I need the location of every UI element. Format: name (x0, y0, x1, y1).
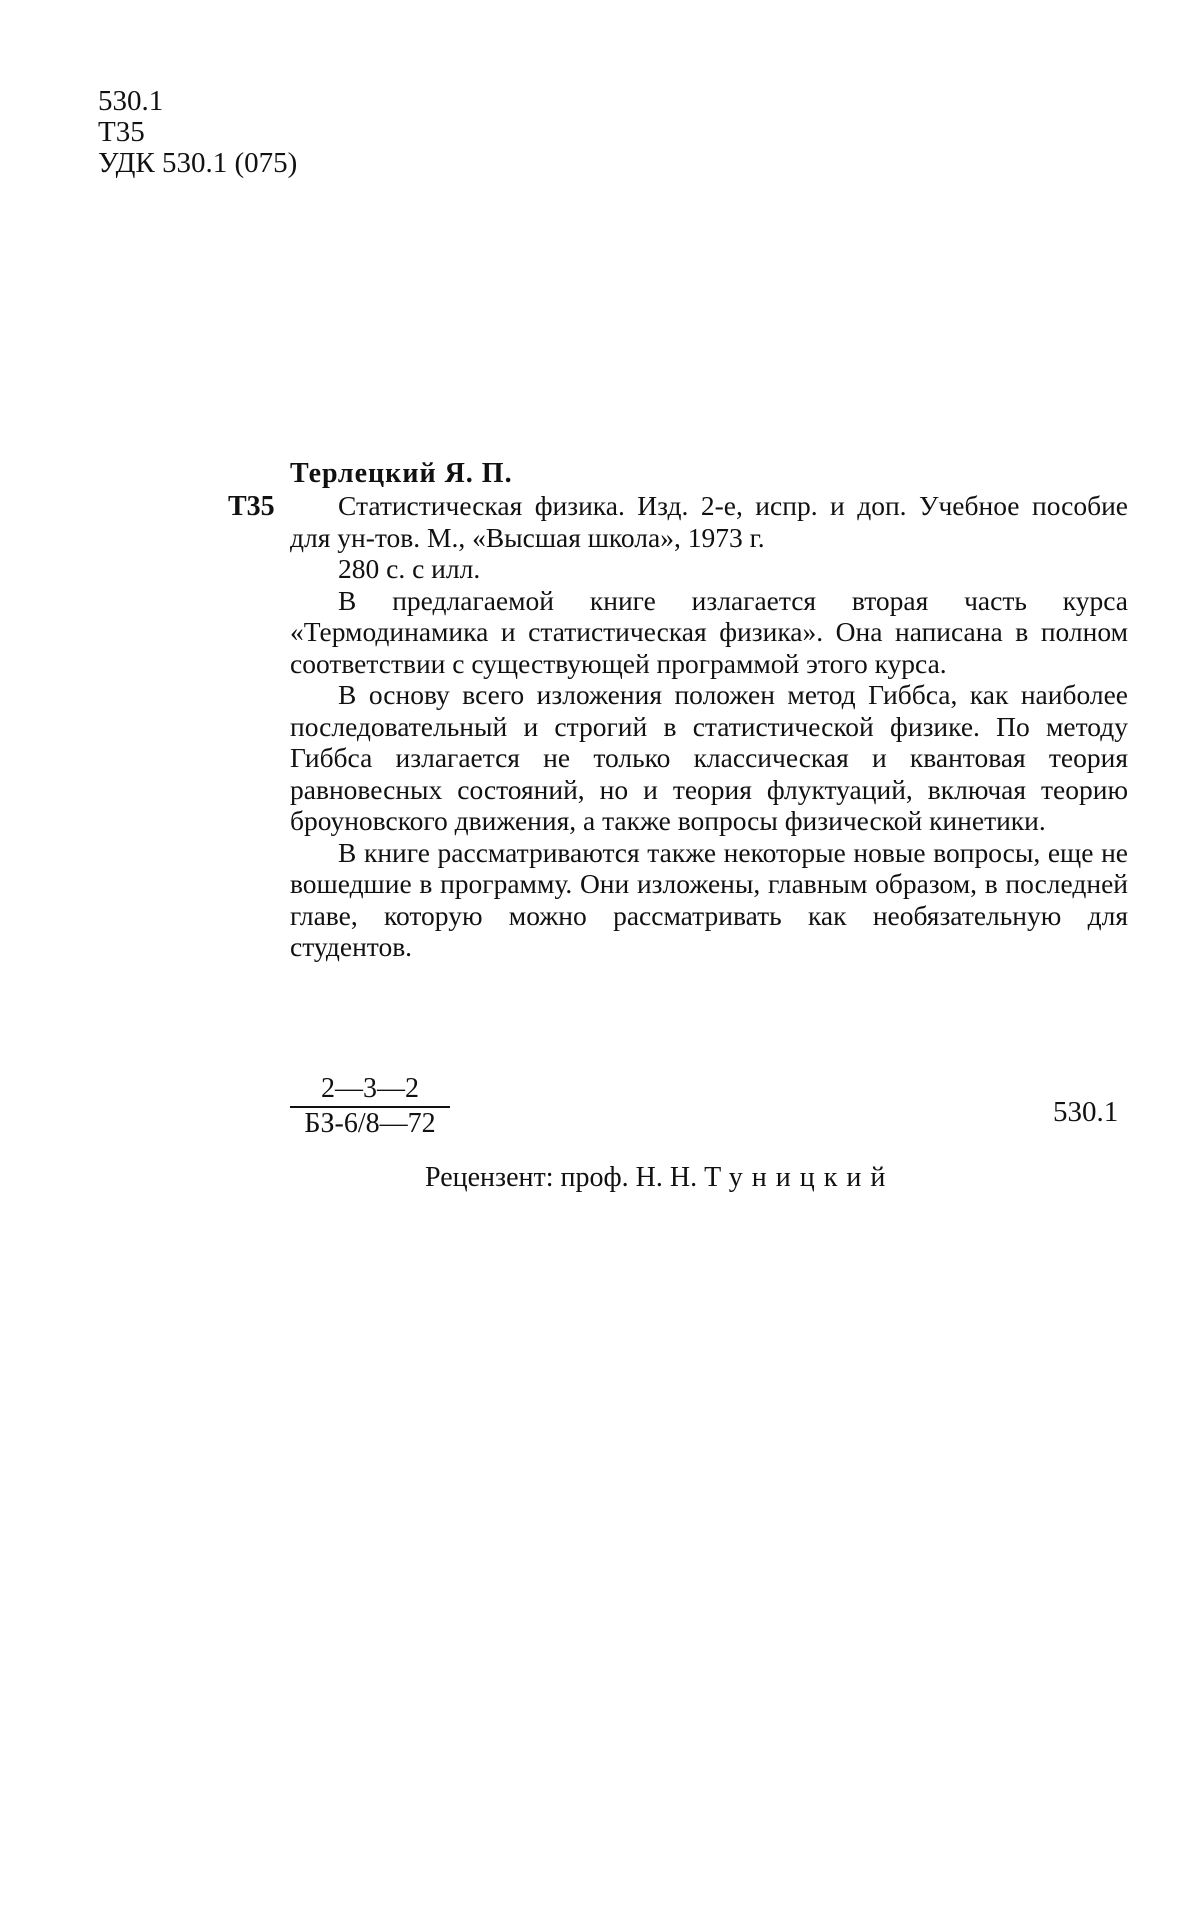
card-bibliographic-entry: Статистическая физика. Изд. 2-е, испр. и доп. Учебное пособие для ун-тов. М., «Высшая школа», 1973 г. (290, 490, 1128, 553)
reviewer-prefix: Рецензент: проф. Н. Н. (425, 1162, 698, 1193)
classification-code-right: 530.1 (1053, 1096, 1119, 1128)
publisher-code-numerator: 2—3—2 (290, 1074, 450, 1108)
publisher-code-denominator: БЗ-6/8—72 (304, 1108, 436, 1139)
card-annotation-paragraph: В предлагаемой книге излагается вторая часть курса «Термодинамика и статистическая физика». Она написана в полном соответствии с существующей программой этого курса. (290, 584, 1128, 679)
card-author: Терлецкий Я. П. (290, 458, 513, 489)
card-pages: 280 с. с илл. (338, 553, 481, 584)
card-annotation-paragraph: В основу всего изложения положен метод Гиббса, как наиболее последовательный и строгий в статистической физике. По методу Гиббса излагается не только классическая и квантовая теория равновесных состояний, но и теория флуктуаций, включая теорию броуновского движения, а также вопросы физической кинетики. (290, 679, 1128, 836)
classification-author-mark: Т35 (98, 116, 145, 148)
reviewer-line (425, 1162, 894, 1194)
card-body (290, 490, 1128, 963)
reviewer-name: Туницкий (704, 1162, 895, 1193)
card-annotation-paragraph: В книге рассматриваются также некоторые новые вопросы, еще не вошедшие в программу. Они изложены, главным образом, в последней главе, которую можно рассматривать как необязательную для студентов. (290, 836, 1128, 962)
publisher-code (290, 1074, 450, 1140)
card-shelf-mark: Т35 (228, 491, 275, 522)
classification-udc: УДК 530.1 (075) (98, 147, 298, 179)
classification-bbk: 530.1 (98, 85, 164, 117)
classification-block (98, 86, 297, 179)
